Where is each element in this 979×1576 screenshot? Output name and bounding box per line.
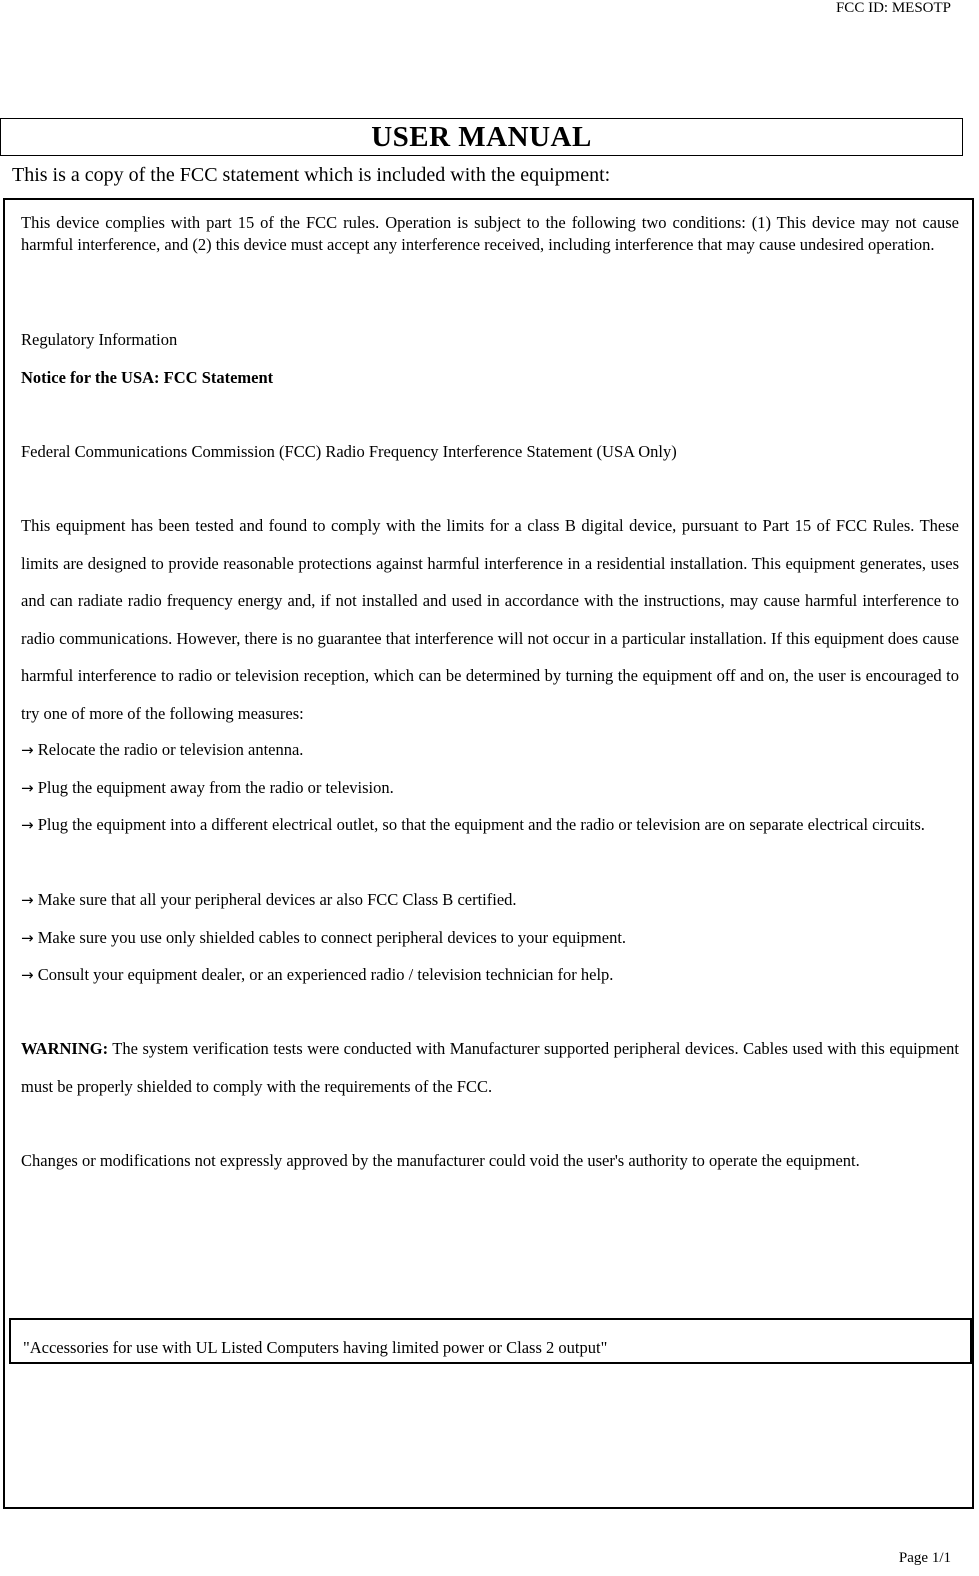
measure-text: Plug the equipment away from the radio or television.	[37, 778, 394, 797]
arrow-right-icon: →	[21, 891, 34, 909]
warning-paragraph	[21, 1030, 959, 1105]
fcc-rfi-title: Federal Communications Commission (FCC) Radio Frequency Interference Statement (USA Only)	[21, 442, 677, 461]
notice-heading: Notice for the USA: FCC Statement	[21, 368, 274, 387]
fcc-body-paragraph: This equipment has been tested and found to comply with the limits for a class B digital device, pursuant to Part 15 of FCC Rules. These limits are designed to provide reasonable protections against harmful interference in a residential installation. This equipment generates, uses and can radiate radio frequency energy and, if not installed and used in accordance with the instructions, may cause harmful interference to radio communications. However, there is no guarantee that interference will not occur in a particular installation. If this equipment does cause harmful interference to radio or television reception, which can be determined by turning the equipment off and on, the user is encouraged to try one of more of the following measures:	[21, 516, 959, 723]
measure-text: Plug the equipment into a different electrical outlet, so that the equipment and the radio or television are on separate electrical circuits.	[37, 815, 925, 834]
measure-text: Make sure that all your peripheral devices ar also FCC Class B certified.	[37, 890, 517, 909]
compliance-paragraph: This device complies with part 15 of the FCC rules. Operation is subject to the following two conditions: (1) This device may not cause harmful interference, and (2) this device must accept any interference received, including interference that may cause undesired operation.	[21, 213, 959, 254]
measure-item	[21, 965, 959, 985]
arrow-right-icon: →	[21, 929, 34, 947]
changes-paragraph: Changes or modifications not expressly approved by the manufacturer could void the user's authority to operate the equipment.	[21, 1151, 860, 1170]
fcc-id-header: FCC ID: MESOTP	[835, 0, 951, 16]
arrow-right-icon: →	[21, 779, 34, 797]
measure-text: Consult your equipment dealer, or an experienced radio / television technician for help.	[37, 965, 614, 984]
regulatory-info-label: Regulatory Information	[21, 330, 178, 349]
measure-item	[21, 740, 959, 760]
page-number: Page 1/1	[898, 1550, 951, 1566]
arrow-right-icon: →	[21, 741, 34, 759]
arrow-right-icon: →	[21, 816, 34, 834]
measure-item	[21, 806, 959, 845]
warning-text: The system verification tests were conducted with Manufacturer supported peripheral devices. Cables used with this equipment must be properly shielded to comply with the requirements of the FCC.	[21, 1039, 959, 1096]
measure-item	[21, 890, 959, 910]
measure-text: Make sure you use only shielded cables to connect peripheral devices to your equipment.	[37, 928, 627, 947]
intro-text: This is a copy of the FCC statement which is included with the equipment:	[12, 164, 611, 186]
measure-item	[21, 928, 959, 948]
arrow-right-icon: →	[21, 966, 34, 984]
page-title: USER MANUAL	[0, 118, 963, 156]
warning-label: WARNING:	[21, 1039, 109, 1058]
accessories-notice-text: "Accessories for use with UL Listed Computers having limited power or Class 2 output"	[23, 1338, 608, 1357]
measure-item	[21, 778, 959, 798]
accessories-notice-box	[9, 1318, 972, 1364]
measure-text: Relocate the radio or television antenna.	[37, 740, 304, 759]
fcc-statement-box	[3, 198, 974, 1509]
